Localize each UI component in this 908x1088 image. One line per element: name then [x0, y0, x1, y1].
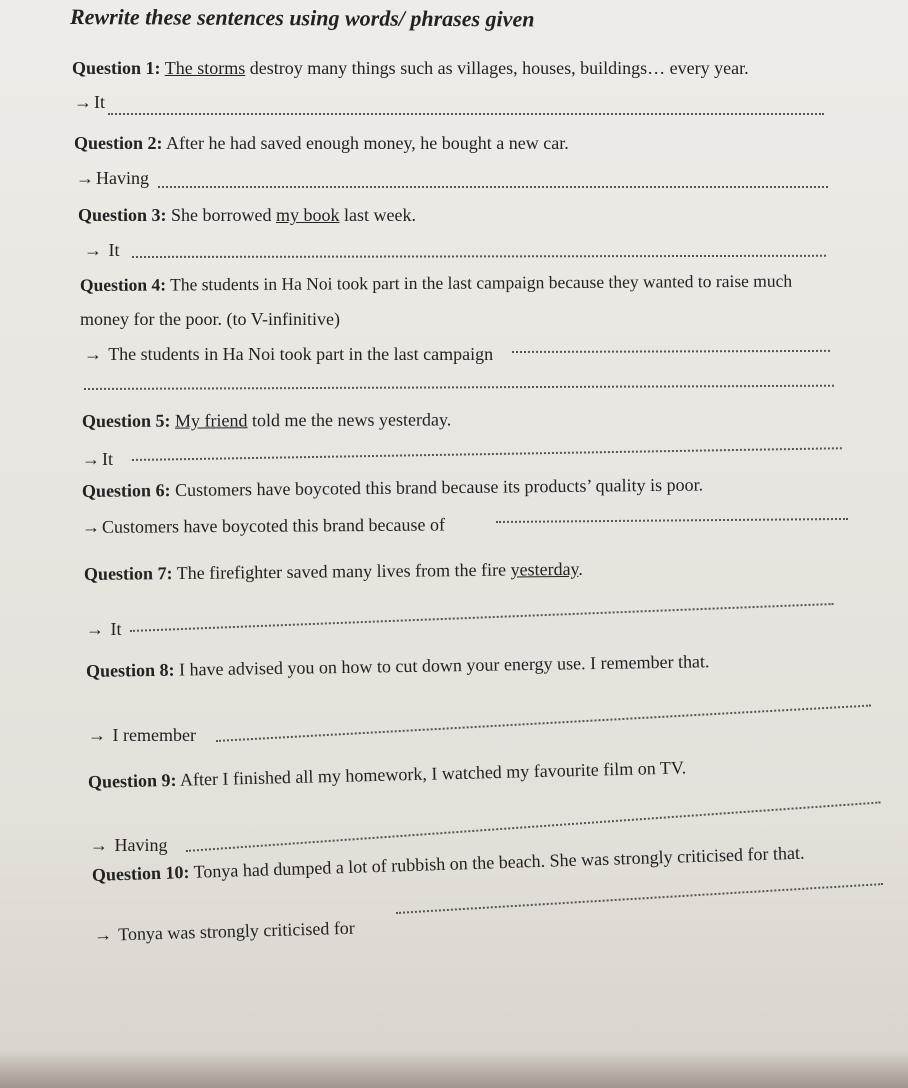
- arrow-icon: →: [86, 619, 104, 639]
- question-text-rest: last week.: [339, 205, 416, 225]
- answer-blank[interactable]: [216, 705, 871, 742]
- question-1: [72, 58, 749, 79]
- question-label: Question 10:: [91, 861, 190, 885]
- answer-line-1: [74, 92, 105, 113]
- question-9: [88, 757, 687, 793]
- question-8: [86, 651, 710, 682]
- answer-line-2: [76, 168, 149, 189]
- arrow-icon: →: [84, 240, 102, 260]
- answer-start: It: [108, 240, 120, 260]
- question-text: She borrowed: [166, 205, 276, 225]
- answer-blank[interactable]: [84, 385, 834, 390]
- answer-blank[interactable]: [512, 350, 830, 353]
- question-text: The students in Ha Noi took part in the last campaign because they wanted to raise much: [165, 270, 793, 295]
- answer-start: I remember: [112, 725, 196, 745]
- question-text-rest: told me the news yesterday.: [247, 409, 452, 431]
- answer-start: It: [102, 449, 113, 469]
- question-text: I have advised you on how to cut down your energy use. I remember that.: [174, 651, 710, 680]
- question-label: Question 8:: [85, 659, 175, 681]
- arrow-icon: →: [90, 835, 108, 855]
- question-label: Question 1:: [72, 58, 161, 78]
- question-7: [84, 559, 583, 585]
- question-text: The firefighter saved many lives from the fire: [172, 559, 511, 584]
- question-6: [82, 474, 703, 502]
- underlined-phrase: My friend: [174, 410, 248, 431]
- underlined-phrase: yesterday: [510, 558, 579, 580]
- question-label: Question 6:: [81, 480, 171, 501]
- answer-start: The students in Ha Noi took part in the last campaign: [108, 344, 494, 364]
- arrow-icon: →: [88, 725, 106, 745]
- answer-blank[interactable]: [496, 518, 848, 523]
- answer-start: Tonya was strongly criticised for: [117, 917, 356, 945]
- answer-line-7: [86, 619, 122, 640]
- answer-blank[interactable]: [108, 113, 824, 115]
- worksheet-title: Rewrite these sentences using words/ phrases given: [69, 4, 535, 32]
- question-2: [74, 133, 569, 154]
- answer-blank[interactable]: [396, 883, 883, 914]
- answer-blank[interactable]: [132, 255, 826, 258]
- question-4: [80, 271, 792, 296]
- question-label: Question 7:: [83, 563, 173, 584]
- page-shadow: [0, 1050, 908, 1088]
- answer-line-6: [82, 514, 445, 538]
- question-label: Question 9:: [87, 769, 177, 792]
- question-label: Question 5:: [81, 410, 171, 431]
- answer-start: Having: [96, 168, 149, 188]
- question-text-rest: destroy many things such as villages, houses, buildings… every year.: [245, 58, 749, 78]
- answer-line-3: [84, 240, 120, 261]
- answer-start: Having: [114, 835, 168, 855]
- answer-line-10: [94, 918, 355, 946]
- answer-line-9: [90, 835, 168, 856]
- question-text: Customers have boycoted this brand because its products’ quality is poor.: [170, 474, 704, 501]
- arrow-icon: →: [93, 924, 113, 945]
- answer-start: Customers have boycoted this brand because of: [101, 514, 445, 537]
- answer-start: It: [94, 92, 105, 112]
- question-text: After I finished all my homework, I watched my favourite film on TV.: [176, 757, 687, 790]
- question-label: Question 2:: [74, 133, 163, 153]
- question-text-rest: .: [578, 558, 583, 579]
- question-text: Tonya had dumped a lot of rubbish on the beach. She was strongly criticised for that.: [189, 842, 805, 882]
- arrow-icon: →: [82, 449, 100, 469]
- question-3: [78, 205, 416, 226]
- arrow-icon: →: [81, 516, 101, 537]
- question-4-line-2: money for the poor. (to V-infinitive): [80, 309, 340, 329]
- underlined-phrase: my book: [276, 205, 340, 225]
- question-text: After he had saved enough money, he bought a new car.: [162, 133, 569, 153]
- question-label: Question 3:: [78, 205, 167, 225]
- answer-blank[interactable]: [132, 447, 842, 461]
- underlined-phrase: The storms: [164, 58, 246, 78]
- answer-line-4: [84, 344, 493, 365]
- arrow-icon: →: [74, 92, 92, 112]
- arrow-icon: →: [84, 344, 102, 364]
- arrow-icon: →: [76, 168, 94, 188]
- question-5: [82, 409, 451, 432]
- answer-line-5: [82, 449, 113, 470]
- question-label: Question 4:: [79, 274, 167, 295]
- answer-line-8: [88, 725, 196, 746]
- answer-blank[interactable]: [130, 603, 834, 632]
- answer-start: It: [110, 619, 122, 639]
- answer-blank[interactable]: [158, 186, 828, 188]
